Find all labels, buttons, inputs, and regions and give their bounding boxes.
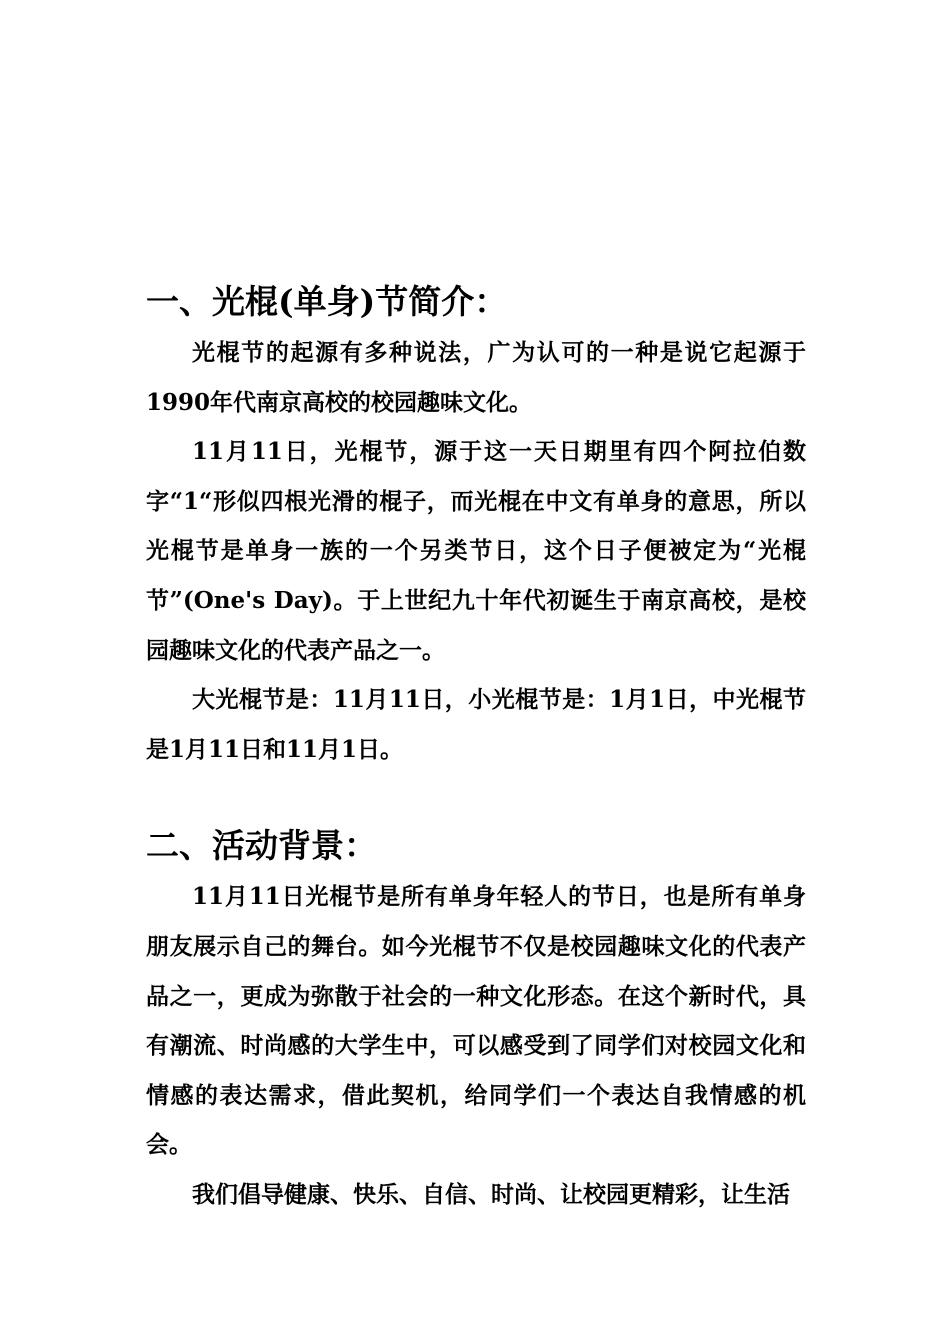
section-heading-background: 二、活动背景： <box>146 826 377 866</box>
intro-paragraph-date-meaning: 11月11日，光棍节，源于这一天日期里有四个阿拉伯数字“1“形似四根光滑的棍子，而光棍在中文有单身的意思，所以光棍节是单身一族的一个另类节日，这个日子便被定为“光棍节”(One's Day)。于上世纪九十年代初诞生于南京高校，是校园趣味文化的代表产品之一。 <box>146 438 806 664</box>
section-spacer <box>146 774 806 820</box>
background-paragraph-stage: 11月11日光棍节是所有单身年轻人的节日，也是所有单身朋友展示自己的舞台。如今光棍节不仅是校园趣味文化的代表产品之一，更成为弥散于社会的一种文化形态。在这个新时代，具有潮流、时尚感的大学生中，可以感受到了同学们对校园文化和情感的表达需求，借此契机，给同学们一个表达自我情感的机会。 <box>146 883 806 1159</box>
intro-paragraph-origin: 光棍节的起源有多种说法，广为认可的一种是说它起源于1990年代南京高校的校园趣味文化。 <box>146 339 806 416</box>
background-paragraph-advocacy: 我们倡导健康、快乐、自信、时尚、让校园更精彩，让生活 <box>192 1180 790 1208</box>
section-heading-intro: 一、光棍(单身)节简介： <box>146 282 508 321</box>
document-body <box>146 276 806 1220</box>
intro-paragraph-variants: 大光棍节是：11月11日，小光棍节是：1月1日，中光棍节是1月11日和11月1日。 <box>146 686 806 763</box>
